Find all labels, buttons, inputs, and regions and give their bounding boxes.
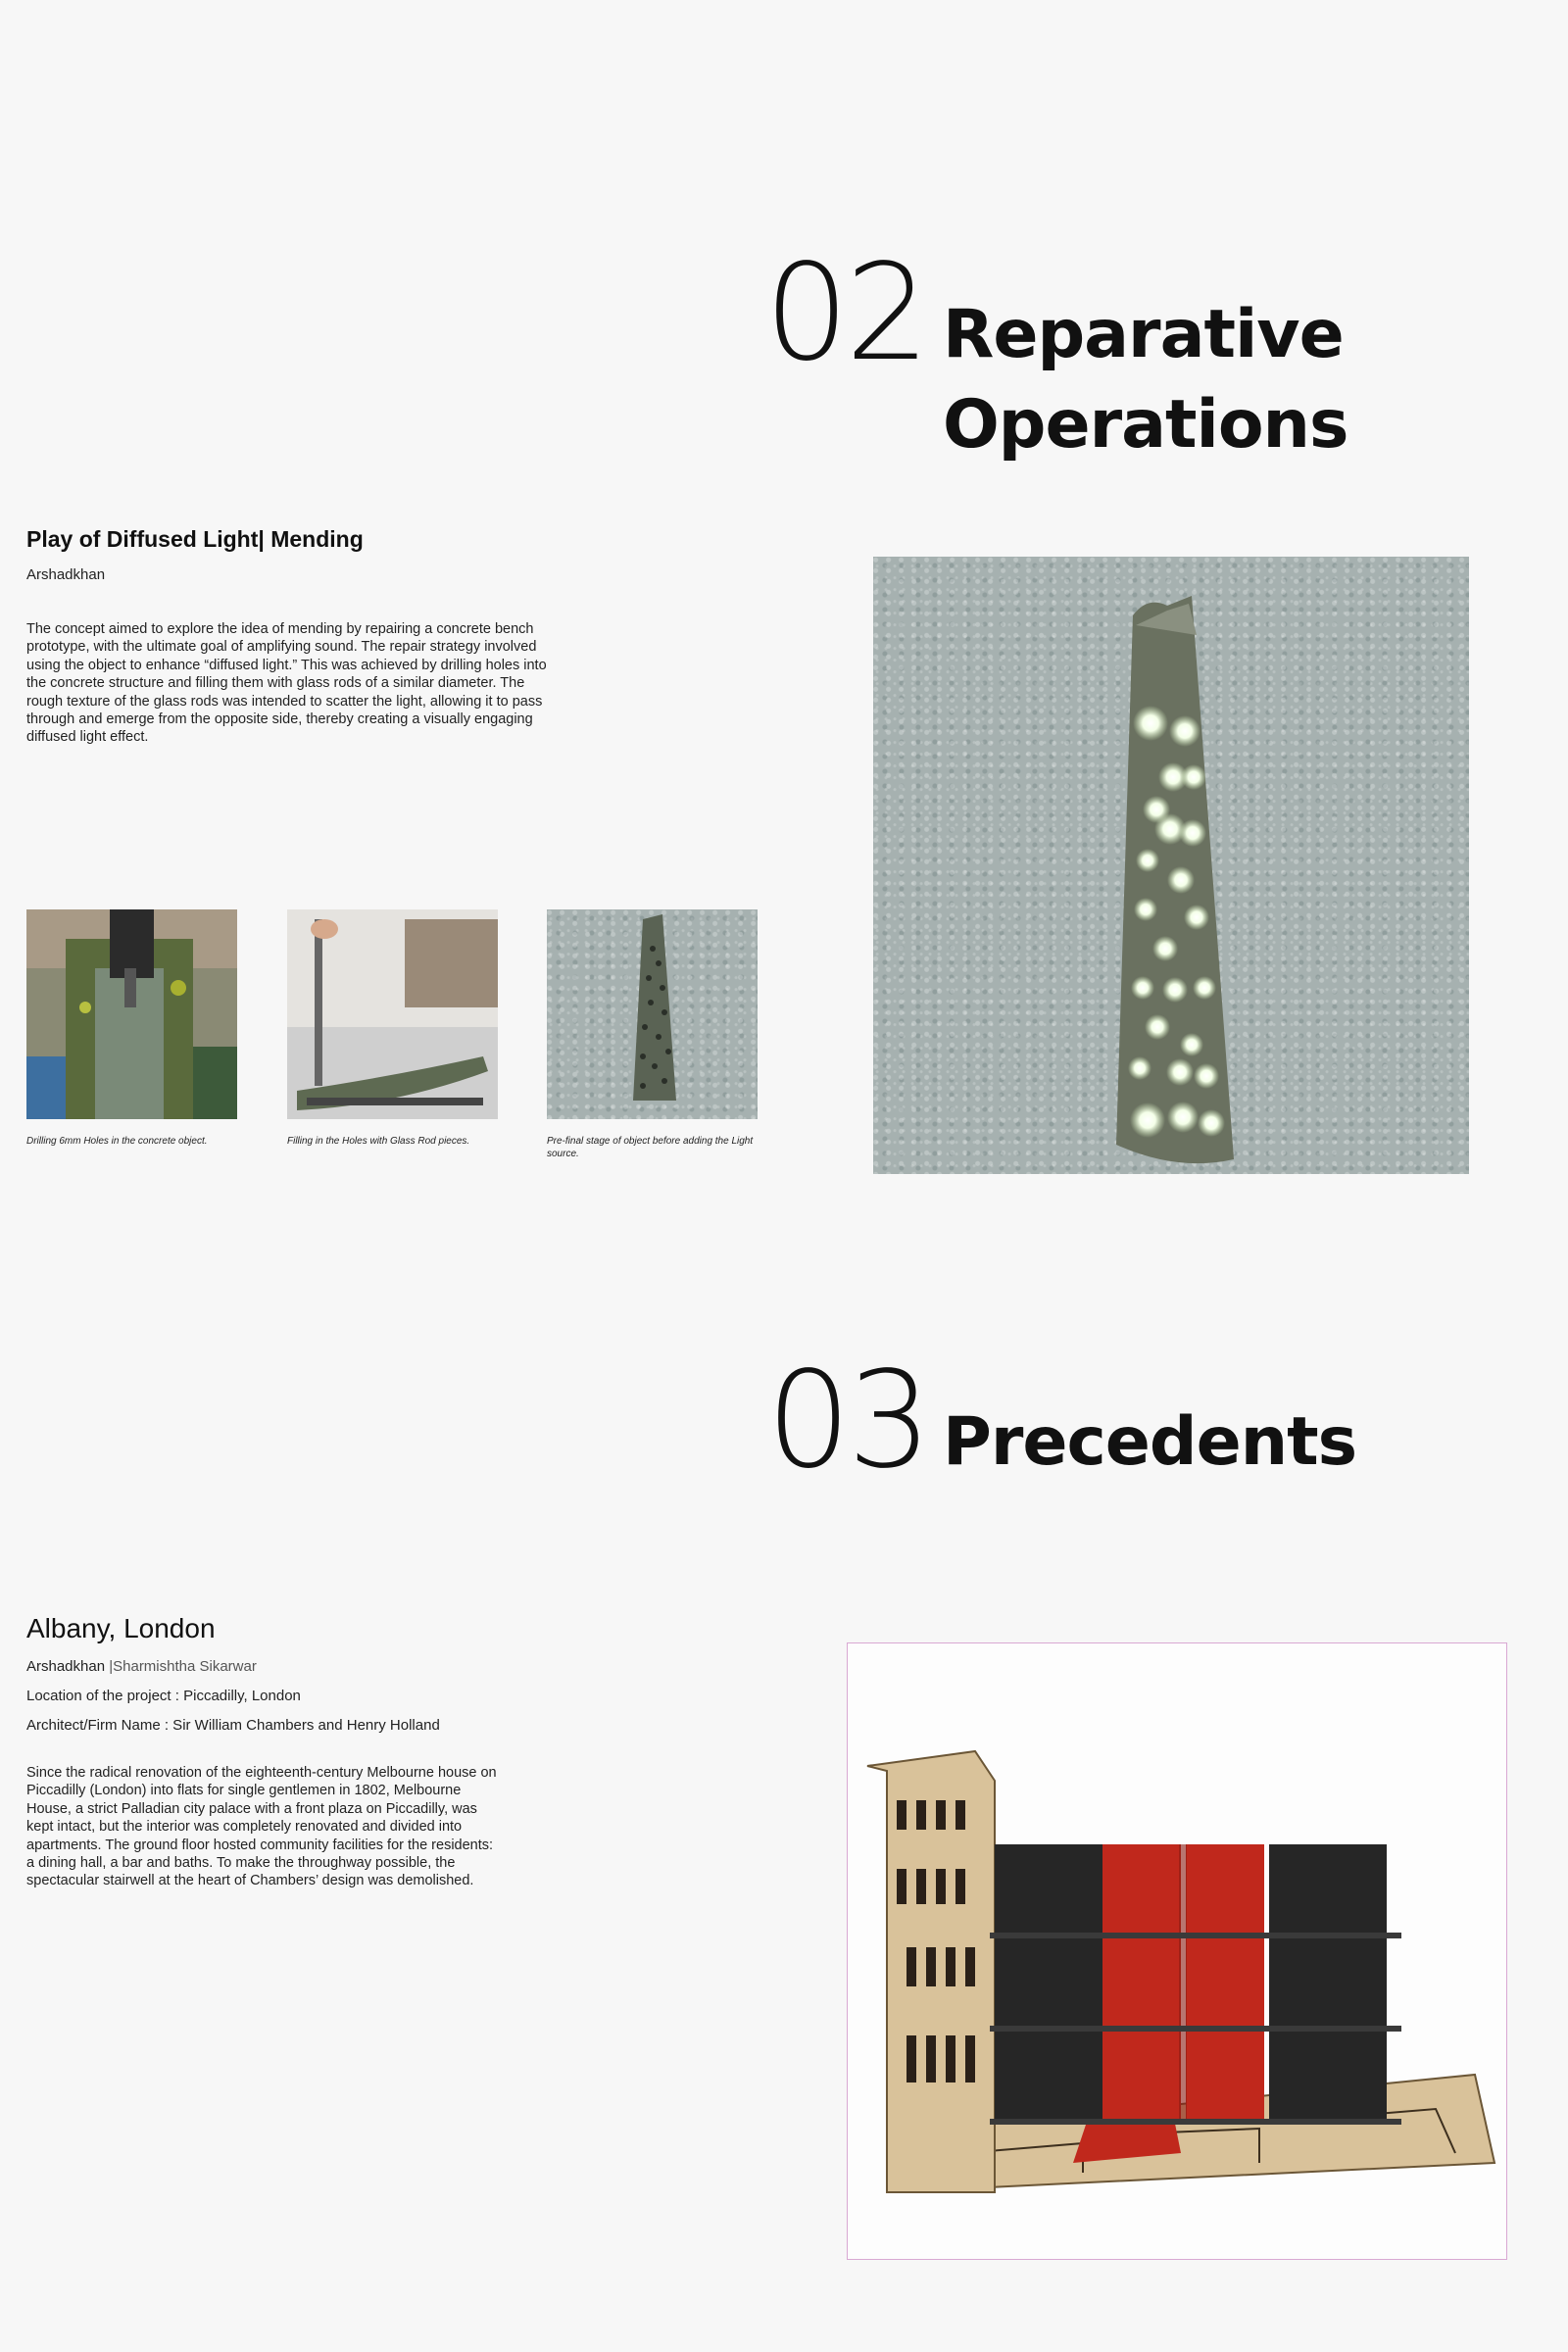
drilling-photo: [26, 909, 237, 1119]
project-1-author: Arshadkhan: [26, 566, 106, 583]
project-2-description: Since the radical renovation of the eighteenth-century Melbourne house on Piccadilly (London) into flats for single gentlemen in 1802, Melbourne House, a strict Palladian city palace with a front plaza on Piccadilly, was kept intact, but the interior was completely renovated and divided into apartments. The ground floor hosted community facilities for the residents: a dining hall, a bar and baths. To make the throughway possible, the spectacular stairwell at the heart of Chambers’ design was demolished.: [26, 1765, 497, 1889]
project-2-architect: Architect/Firm Name : Sir William Chambers and Henry Holland: [26, 1717, 440, 1734]
diffused-light-object-photo: [873, 557, 1469, 1174]
project-2-author-secondary: |Sharmishtha Sikarwar: [105, 1658, 257, 1675]
project-2-author-main: Arshadkhan: [26, 1658, 106, 1675]
albany-model-photo: [847, 1642, 1507, 2260]
project-1-description: The concept aimed to explore the idea of mending by repairing a concrete bench prototype, with the ultimate goal of amplifying sound. The repair strategy involved using the object to enhance “diffused light.” This was achieved by drilling holes into the concrete structure and filling them with glass rods of a similar diameter. The rough texture of the glass rods was intended to scatter the light, allowing it to pass through and emerge from the opposite side, thereby creating a visually engaging diffused light effect.: [26, 621, 547, 746]
filling-caption: Filling in the Holes with Glass Rod pieces.: [287, 1136, 470, 1147]
project-2-location: Location of the project : Piccadilly, London: [26, 1688, 301, 1704]
section-02-title: Reparative Operations: [943, 296, 1348, 464]
prefinal-photo: [547, 909, 758, 1119]
project-2-title: Albany, London: [26, 1613, 216, 1643]
prefinal-caption: Pre-final stage of object before adding the Light source.: [547, 1136, 754, 1159]
section-02-number: 02: [764, 236, 927, 391]
project-2-authors: [26, 1658, 257, 1675]
section-03-number: 03: [766, 1344, 929, 1498]
drilling-caption: Drilling 6mm Holes in the concrete object.: [26, 1136, 208, 1147]
section-03-title: Precedents: [943, 1403, 1357, 1481]
project-1-title: Play of Diffused Light| Mending: [26, 526, 364, 552]
filling-photo: [287, 909, 498, 1119]
